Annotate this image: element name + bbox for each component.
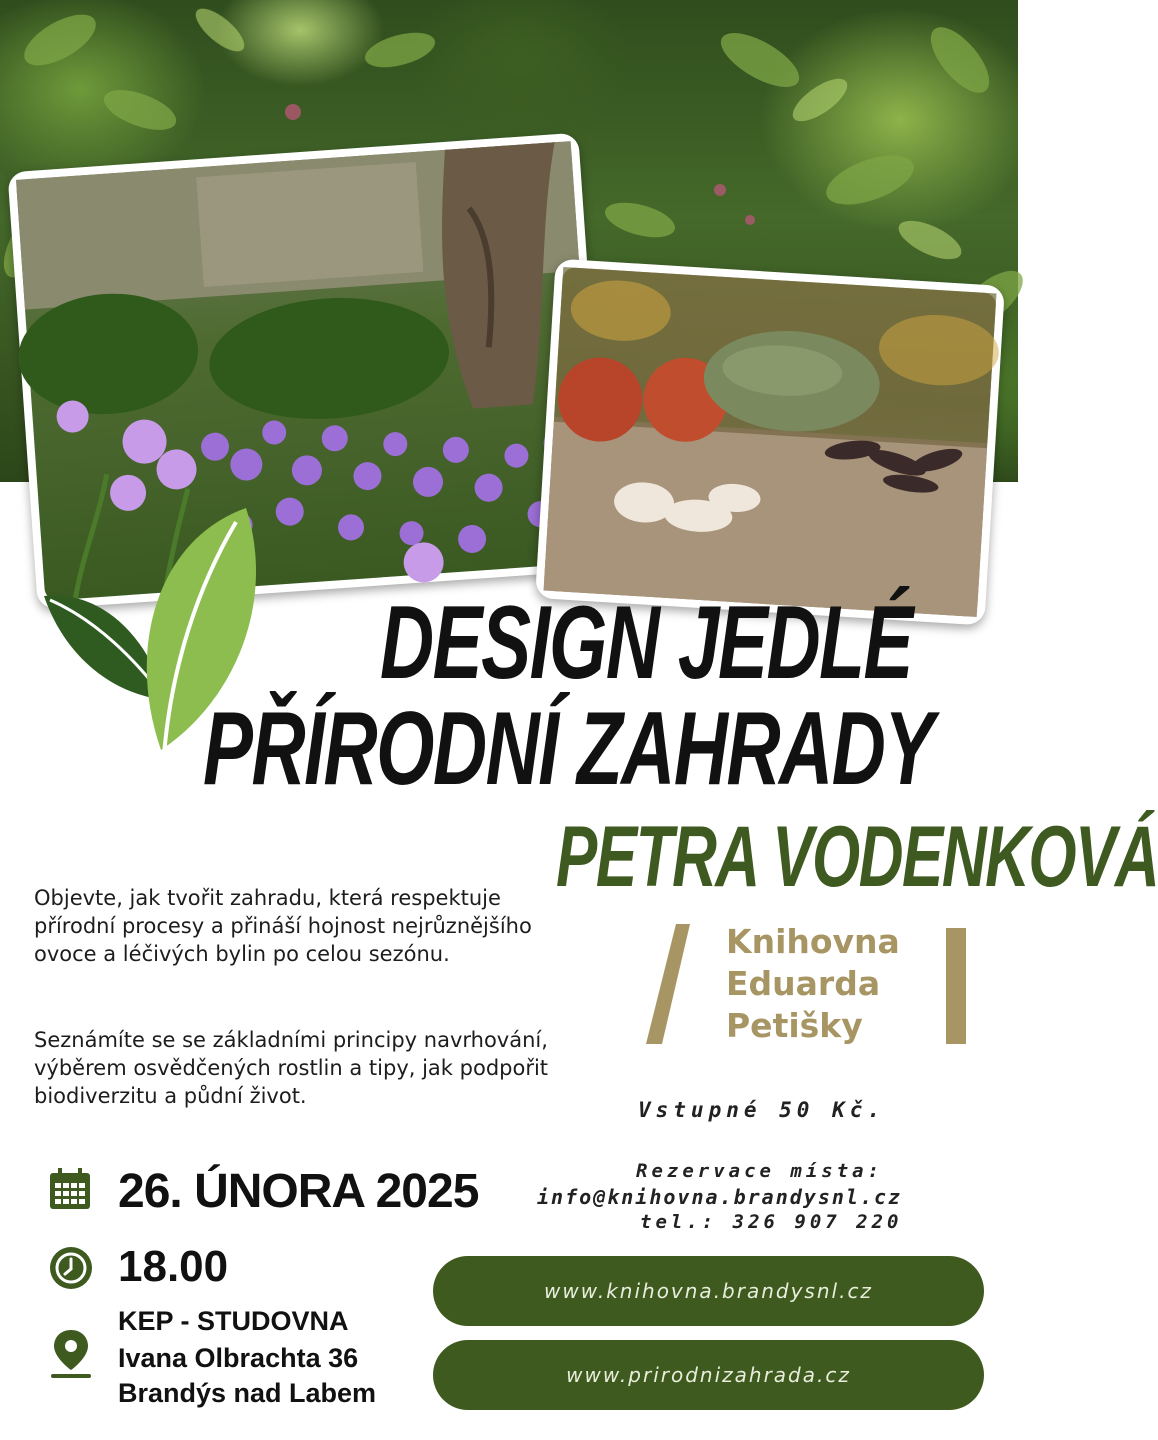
reservation-email[interactable]: info@knihovna.brandysnl.cz [537, 1185, 903, 1209]
library-website-link[interactable] [433, 1256, 984, 1326]
title-line-1: DESIGN JEDLÉ [380, 585, 912, 701]
library-logo [640, 920, 980, 1050]
venue-line-3: Brandýs nad Labem [118, 1378, 377, 1408]
fruit-photo [535, 259, 1005, 626]
event-date: 26. ÚNORA 2025 [118, 1165, 479, 1218]
garden-website-link[interactable] [433, 1340, 984, 1410]
logo-line-2: Eduarda [726, 964, 881, 1003]
description-paragraph-2: Seznámíte se se základními principy navrhování, výběrem osvědčených rostlin a tipy, jak podpořit biodiverzitu a půdní život. [34, 1028, 549, 1108]
venue-line-2: Ivana Olbrachta 36 [118, 1343, 359, 1373]
garden-website-label: www.prirodnizahrada.cz [566, 1363, 851, 1387]
title-line-2: PŘÍRODNÍ ZAHRADY [203, 691, 933, 807]
logo-line-1: Knihovna [726, 922, 900, 961]
venue-line-1: KEP - STUDOVNA [118, 1306, 349, 1336]
clock-icon [48, 1245, 94, 1291]
description-paragraph-1: Objevte, jak tvořit zahradu, která respektuje přírodní procesy a přináší hojnost nejrůznějšího ovoce a léčivých bylin po celou sezónu. [34, 886, 532, 966]
fruit-photo-illustration [544, 267, 997, 617]
library-website-label: www.knihovna.brandysnl.cz [544, 1279, 873, 1303]
logo-line-3: Petišky [726, 1006, 863, 1045]
calendar-icon [48, 1167, 92, 1211]
reservation-phone[interactable]: tel.: 326 907 220 [640, 1211, 903, 1233]
reservation-label: Rezervace místa: [636, 1160, 884, 1182]
event-time: 18.00 [118, 1242, 229, 1291]
location-pin-icon [50, 1328, 92, 1380]
entry-fee: Vstupné 50 Kč. [638, 1098, 886, 1122]
speaker-name: PETRA VODENKOVÁ [556, 809, 1158, 905]
